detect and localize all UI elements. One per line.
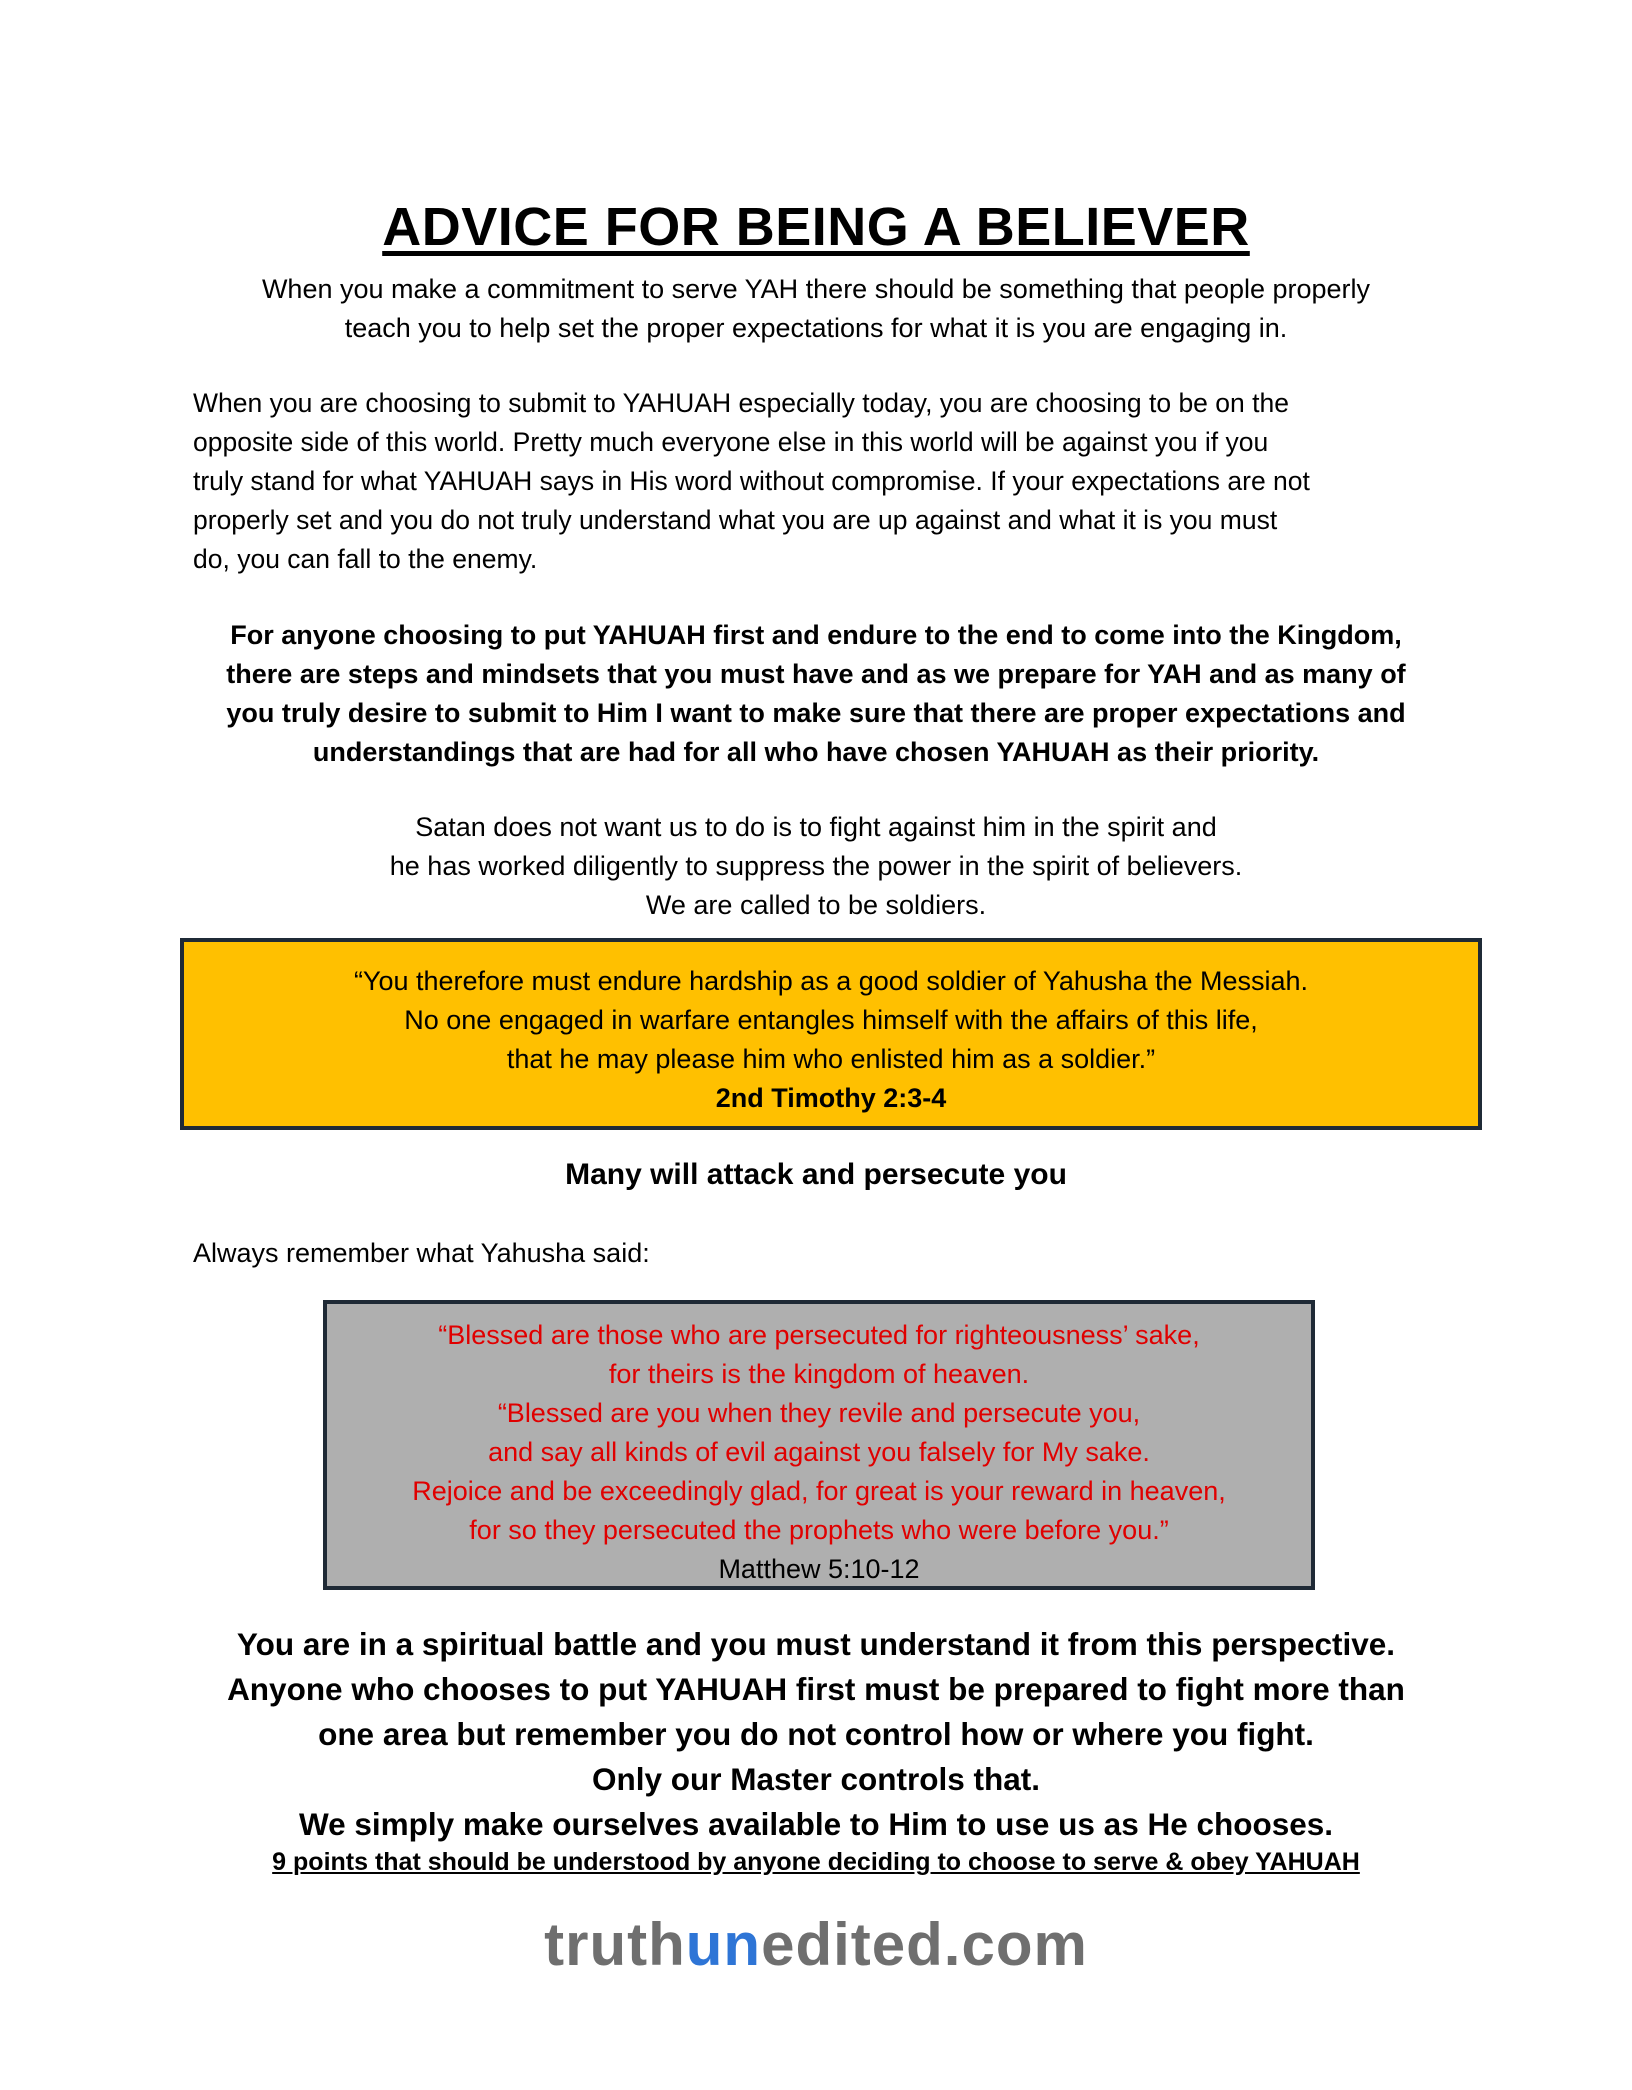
page-title: ADVICE FOR BEING A BELIEVER — [382, 197, 1250, 257]
submission-paragraph — [193, 384, 1463, 579]
kingdom-line-3: you truly desire to submit to Him I want to make sure that there are proper expectations and — [226, 698, 1406, 728]
kingdom-line-4: understandings that are had for all who have chosen YAHUAH as their priority. — [312, 737, 1320, 767]
matthew-quote-line-4: and say all kinds of evil against you falsely for My sake. — [488, 1437, 1150, 1467]
matthew-quote-line-1: “Blessed are those who are persecuted for righteousness’ sake, — [438, 1320, 1200, 1350]
battle-line-4: Only our Master controls that. — [591, 1761, 1041, 1797]
remember-text: Always remember what Yahusha said: — [193, 1238, 650, 1268]
attack-heading: Many will attack and persecute you — [565, 1158, 1067, 1191]
site-logo — [0, 1910, 1632, 1979]
intro-paragraph — [170, 270, 1462, 348]
submission-line-5: do, you can fall to the enemy. — [193, 544, 538, 574]
matthew-quote-reference: Matthew 5:10-12 — [718, 1554, 920, 1584]
battle-line-1: You are in a spiritual battle and you must understand it from this perspective. — [236, 1626, 1396, 1662]
logo-part-un: un — [685, 1911, 762, 1978]
timothy-quote-line-3: that he may please him who enlisted him as a soldier.” — [506, 1044, 1156, 1074]
kingdom-line-1: For anyone choosing to put YAHUAH first and endure to the end to come into the Kingdom, — [230, 620, 1402, 650]
timothy-quote-line-2: No one engaged in warfare entangles himself with the affairs of this life, — [404, 1005, 1258, 1035]
submission-line-4: properly set and you do not truly understand what you are up against and what it is you must — [193, 505, 1278, 535]
battle-paragraph — [150, 1622, 1482, 1847]
matthew-quote-line-2: for theirs is the kingdom of heaven. — [608, 1359, 1030, 1389]
timothy-quote-line-1: “You therefore must endure hardship as a good soldier of Yahusha the Messiah. — [353, 966, 1309, 996]
battle-line-2: Anyone who chooses to put YAHUAH first must be prepared to fight more than — [227, 1671, 1405, 1707]
submission-line-3: truly stand for what YAHUAH says in His word without compromise. If your expectations are not — [193, 466, 1310, 496]
soldiers-line-2: he has worked diligently to suppress the power in the spirit of believers. — [389, 851, 1243, 881]
soldiers-line-3: We are called to be soldiers. — [645, 890, 987, 920]
battle-line-3: one area but remember you do not control how or where you fight. — [318, 1716, 1314, 1752]
timothy-quote-reference: 2nd Timothy 2:3-4 — [715, 1083, 947, 1113]
submission-line-1: When you are choosing to submit to YAHUAH especially today, you are choosing to be on the — [193, 388, 1289, 418]
logo-part-truth: truth — [544, 1911, 686, 1978]
timothy-quote-box — [180, 938, 1482, 1130]
submission-line-2: opposite side of this world. Pretty much everyone else in this world will be against you if you — [193, 427, 1269, 457]
logo-part-edited: edited.com — [761, 1911, 1088, 1978]
matthew-quote-line-6: for so they persecuted the prophets who were before you.” — [469, 1515, 1169, 1545]
soldiers-paragraph — [170, 808, 1462, 925]
soldiers-line-1: Satan does not want us to do is to fight against him in the spirit and — [415, 812, 1217, 842]
intro-line-2: teach you to help set the proper expectations for what it is you are engaging in. — [344, 313, 1288, 343]
kingdom-line-2: there are steps and mindsets that you must have and as we prepare for YAH and as many of — [226, 659, 1406, 689]
matthew-quote-line-5: Rejoice and be exceedingly glad, for great is your reward in heaven, — [412, 1476, 1226, 1506]
battle-line-5: We simply make ourselves available to Him to use us as He chooses. — [298, 1806, 1334, 1842]
matthew-quote-line-3: “Blessed are you when they revile and persecute you, — [497, 1398, 1141, 1428]
matthew-quote-box — [323, 1300, 1315, 1590]
nine-points-heading: 9 points that should be understood by anyone deciding to choose to serve & obey YAHUAH — [272, 1848, 1360, 1876]
kingdom-paragraph — [170, 616, 1462, 772]
intro-line-1: When you make a commitment to serve YAH there should be something that people properly — [261, 274, 1371, 304]
